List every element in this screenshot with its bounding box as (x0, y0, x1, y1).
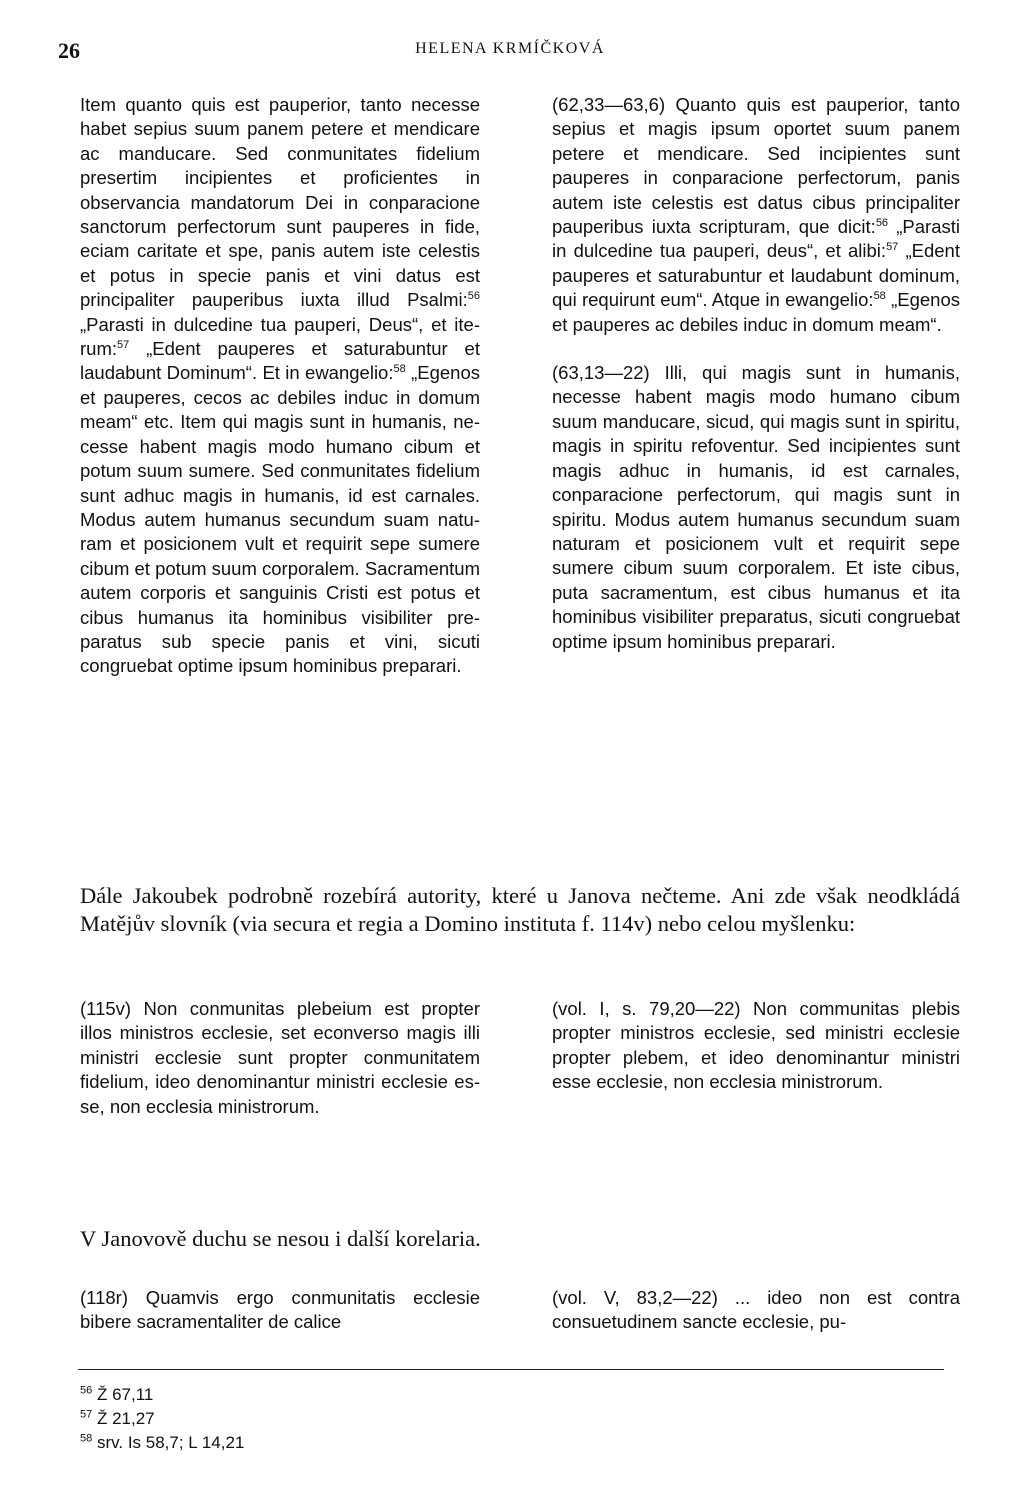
left-column-1 (80, 93, 480, 679)
footnote: $^{56}$ Ž 67,11 (80, 1384, 154, 1404)
right-column-3 (552, 1286, 960, 1335)
right-column-2 (552, 997, 960, 1119)
right-text-1a: (62,33—63,6) Quanto quis est pauperior, tanto sepius et magis ipsum oportet suum panem petere et mendicare. Sed incipientes sunt pauperes in conparacione perfectorum, panis autem iste celestis est datus cibus principaliter pauperibus iuxta scripturam, que dicit:$^{56}$ „Parasti in dulcedine tua pauperi, deus“, et alibi:$^{57}$ „Edent pauperes et saturabuntur et laudabunt dominum, qui requirunt eum“. Atque in ewangelio:$^{58}$ „Egenos et pauperes ac debiles induc in domum meam“. (552, 94, 960, 335)
footnote: $^{57}$ Ž 21,27 (80, 1408, 155, 1428)
page-number: 26 (58, 38, 80, 63)
left-text-2: (115v) Non conmunitas plebeium est propter illos ministros ecclesie, set econverso magis illi ministri ecclesie sunt propter conmunitatem fidelium, ideo denominantur ministri ecclesie esse, non ecclesia ministrorum. (80, 998, 480, 1117)
body-paragraph-1: Dále Jakoubek podrobně rozebírá autority, které u Janova nečteme. Ani zde však neodkládá Matějův slovník (via secura et regia a Domino instituta f. 114v) nebo celou myšlenku: (80, 883, 960, 936)
left-column-3 (80, 1286, 480, 1335)
footnote-ref: 57 (886, 241, 899, 254)
right-text-2: (vol. I, s. 79,20—22) Non communitas plebis propter ministros ecclesie, sed ministri ecclesie propter plebem, et ideo denominantur ministri esse ecclesie, non ecclesia ministrorum. (552, 998, 960, 1093)
footnote-ref: 58 (873, 290, 886, 303)
left-text-3: (118r) Quamvis ergo conmunitatis ecclesie bibere sacramentaliter de calice (80, 1287, 480, 1333)
parallel-columns-3 (80, 1286, 960, 1335)
page-header (40, 38, 980, 68)
footnote-ref: 57 (117, 338, 130, 351)
footnote-divider (78, 1369, 944, 1370)
running-head: HELENA KRMÍČKOVÁ (415, 40, 605, 57)
right-text-3: (vol. V, 83,2—22) ... ideo non est contra consuetudinem sancte ecclesie, pu- (552, 1287, 960, 1333)
right-text-1b: (63,13—22) Illi, qui magis sunt in humanis, necesse habent magis modo humano cibum suum manducare, sicud, qui magis sunt in spiritu, magis in spiritu refoventur. Sed incipientes sunt magis adhuc in humanis, id est carnales, conparacione perfectorum, qui magis sunt in spiritu. Modus autem humanus secundum suam naturam et posicionem vult et requirit sepe sumere cibum suum corporalem. Et iste cibus, puta sacramentum, est cibus humanus et ita hominibus visibiliter preparatus, sicuti congruebat optime ipsum hominibus preparari. (552, 362, 960, 652)
left-text-1: Item quanto quis est pauperior, tanto necesse habet sepius suum panem petere et mendicare ac manducare. Sed conmunitates fidelium presertim incipientes et proficientes in observancia mandatorum Dei in conparacione sanctorum perfectorum sunt pauperes in fide, eciam caritate et spe, panis autem iste celestis et potus in specie panis et vini datus est principaliter pauperibus iuxta illud Psalmi:$^{56}$ „Parasti in dulcedine tua pauperi, Deus“, et iterum:$^{57}$ „Edent pauperes et saturabuntur et laudabunt Dominum“. Et in ewangelio:$^{58}$ „Egenos et pauperes, cecos ac debiles induc in domum meam“ etc. Item qui magis sunt in humanis, necesse habent magis modo humano cibum et potum suum sumere. Sed conmunitates fidelium sunt adhuc magis in humanis, id est carnales. Modus autem humanus secundum suam naturam et posicionem vult et requirit sepe sumere cibum et potum suum corporalem. Sacramentum autem corporis et sanguinis Cristi est potus et cibus humanus ita hominibus visibiliter preparatus sub specie panis et vini, sicuti congruebat optime ipsum hominibus preparari. (80, 94, 480, 677)
footnote: $^{58}$ srv. Is 58,7; L 14,21 (80, 1432, 245, 1452)
parallel-columns-2 (80, 997, 960, 1119)
footnote-ref: 56 (875, 216, 889, 229)
parallel-columns-1 (80, 93, 960, 679)
footnote-ref: 58 (393, 363, 406, 376)
footnotes (80, 1383, 244, 1455)
footnote-ref: 56 (467, 290, 480, 303)
body-paragraph-2: V Janovově duchu se nesou i další korelaria. (80, 1226, 481, 1251)
left-column-2 (80, 997, 480, 1119)
right-column-1 (552, 93, 960, 679)
